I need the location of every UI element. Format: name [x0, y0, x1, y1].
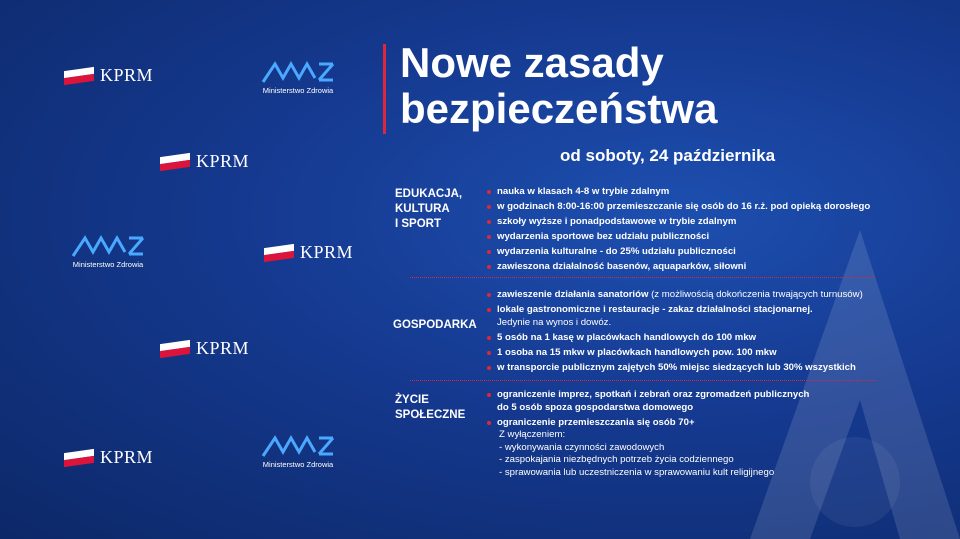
list-item: ograniczenie imprez, spotkań i zebrań oraz zgromadzeń publicznych do 5 osób spoza gospodarstwa domowego: [486, 389, 809, 414]
section-label-edukacja: EDUKACJA, KULTURA I SPORT: [395, 188, 463, 230]
polish-flag-icon: [64, 448, 94, 466]
page-subtitle: od soboty, 24 października: [560, 146, 776, 165]
section-items-zycie-spoleczne: [486, 389, 809, 482]
polish-flag-icon: [160, 152, 190, 170]
list-item: w godzinach 8:00-16:00 przemieszczanie się osób do 16 r.ż. pod opieką dorosłego: [486, 201, 870, 214]
mz-icon: [261, 432, 335, 458]
ministerstwo-zdrowia-logo: Ministerstwo Zdrowia: [258, 432, 338, 469]
title-accent-bar: [383, 44, 386, 134]
list-item: 5 osób na 1 kasę w placówkach handlowych do 100 mkw: [486, 332, 863, 345]
list-item: w transporcie publicznym zajętych 50% miejsc siedzących lub 30% wszystkich: [486, 362, 863, 375]
kprm-logo: KPRM: [64, 447, 153, 468]
ministerstwo-zdrowia-logo: Ministerstwo Zdrowia: [68, 232, 148, 269]
kprm-logo: KPRM: [160, 151, 249, 172]
section-divider: [410, 277, 875, 278]
section-items-gospodarka: [486, 289, 863, 377]
list-item: nauka w klasach 4-8 w trybie zdalnym: [486, 186, 870, 199]
list-item: szkoły wyższe i ponadpodstawowe w trybie zdalnym: [486, 216, 870, 229]
section-label-gospodarka: GOSPODARKA: [393, 319, 477, 331]
list-item: 1 osoba na 15 mkw w placówkach handlowych pow. 100 mkw: [486, 347, 863, 360]
list-item: zawieszona działalność basenów, aquaparków, siłowni: [486, 261, 870, 274]
kprm-logo: KPRM: [64, 65, 153, 86]
list-item: ograniczenie przemieszczania się osób 70+ Z wyłączeniem: - wykonywania czynności zawodowych - zaspokajania niezbędnych potrzeb życia codziennego - sprawowania lub uczestniczenia w sprawowaniu kult religijnego: [486, 417, 809, 480]
section-items-edukacja: [486, 186, 870, 277]
page-title: Nowe zasady bezpieczeństwa: [400, 39, 718, 132]
polish-flag-icon: [160, 339, 190, 357]
list-item: wydarzenia sportowe bez udziału publiczności: [486, 231, 870, 244]
list-item: lokale gastronomiczne i restauracje - zakaz działalności stacjonarnej. Jedynie na wynos i dowóz.: [486, 304, 863, 329]
kprm-logo: KPRM: [264, 242, 353, 263]
list-item: wydarzenia kulturalne - do 25% udziału publiczności: [486, 246, 870, 259]
polish-flag-icon: [64, 66, 94, 84]
mz-icon: [71, 232, 145, 258]
section-divider: [410, 380, 875, 381]
ministerstwo-zdrowia-logo: Ministerstwo Zdrowia: [258, 58, 338, 95]
kprm-logo: KPRM: [160, 338, 249, 359]
mz-icon: [261, 58, 335, 84]
section-label-zycie-spoleczne: ŻYCIE SPOŁECZNE: [395, 394, 466, 421]
polish-flag-icon: [264, 243, 294, 261]
decorative-circle: [810, 437, 900, 527]
list-item: zawieszenie działania sanatoriów (z możliwością dokończenia trwających turnusów): [486, 289, 863, 302]
